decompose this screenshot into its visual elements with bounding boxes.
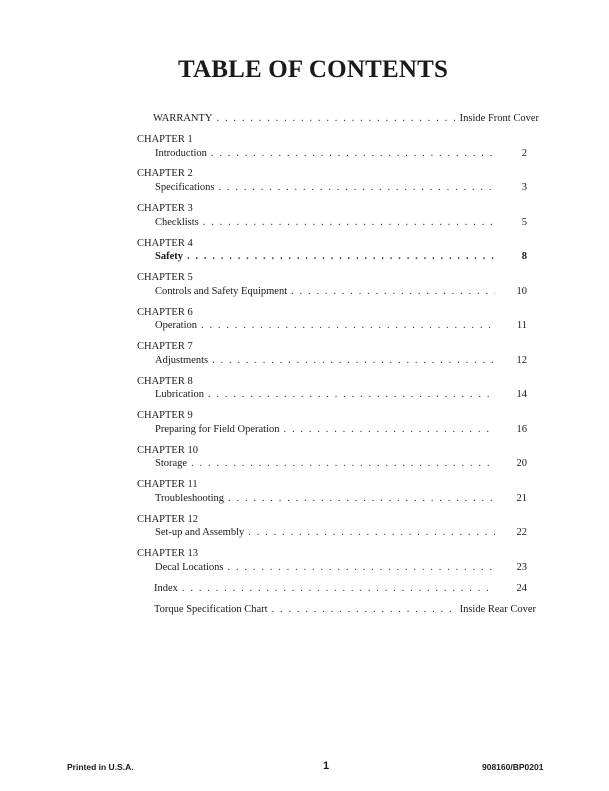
- toc-entry-page: 2: [521, 148, 527, 159]
- leader-dots: [228, 492, 495, 505]
- leader-dots: [187, 250, 495, 263]
- toc-entry-label: Safety: [155, 251, 183, 262]
- toc-entry-label: Adjustments: [155, 355, 209, 366]
- leader-dots: [248, 526, 495, 539]
- leader-dots: [272, 603, 456, 616]
- toc-entry-warranty[interactable]: [153, 112, 539, 125]
- toc-entry-safety[interactable]: [155, 250, 527, 263]
- chapter-heading: CHAPTER 5: [137, 272, 193, 283]
- leader-dots: [201, 319, 495, 332]
- chapter-heading: CHAPTER 13: [137, 548, 198, 559]
- leader-dots: [228, 561, 495, 574]
- toc-entry-page: 23: [516, 562, 527, 573]
- toc-entry-label: Set-up and Assembly: [155, 527, 245, 538]
- toc-entry-label: Troubleshooting: [155, 493, 225, 504]
- chapter-heading: CHAPTER 9: [137, 410, 193, 421]
- toc-entry-page: 3: [521, 182, 527, 193]
- toc-entry-label: Checklists: [155, 217, 199, 228]
- toc-entry-label: Decal Locations: [155, 562, 224, 573]
- toc-entry-adjustments[interactable]: [155, 354, 527, 367]
- chapter-heading: CHAPTER 7: [137, 341, 193, 352]
- page-title: TABLE OF CONTENTS: [177, 56, 449, 83]
- leader-dots: [182, 582, 495, 595]
- leader-dots: [217, 112, 456, 125]
- leader-dots: [191, 457, 495, 470]
- toc-entry-label: Operation: [155, 320, 197, 331]
- toc-entry-introduction[interactable]: [155, 147, 527, 160]
- chapter-heading: CHAPTER 11: [137, 479, 198, 490]
- toc-entry-label: WARRANTY: [153, 113, 213, 124]
- toc-entry-lubrication[interactable]: [155, 388, 527, 401]
- leader-dots: [291, 285, 495, 298]
- toc-entry-page: 22: [516, 527, 527, 538]
- toc-entry-label: Lubrication: [155, 389, 204, 400]
- toc-entry-checklists[interactable]: [155, 216, 527, 229]
- toc-entry-torque-chart[interactable]: [154, 603, 536, 616]
- leader-dots: [212, 354, 495, 367]
- chapter-heading: CHAPTER 3: [137, 203, 193, 214]
- toc-entry-preparing-field-operation[interactable]: [155, 423, 527, 436]
- leader-dots: [211, 147, 495, 160]
- toc-entry-index[interactable]: [154, 582, 527, 595]
- toc-entry-storage[interactable]: [155, 457, 527, 470]
- toc-entry-page: 16: [516, 424, 527, 435]
- footer-part-number: 908160/BP0201: [482, 762, 544, 772]
- chapter-heading: CHAPTER 6: [137, 307, 193, 318]
- toc-entry-operation[interactable]: [155, 319, 527, 332]
- leader-dots: [218, 181, 495, 194]
- toc-entry-label: Controls and Safety Equipment: [155, 286, 288, 297]
- leader-dots: [203, 216, 495, 229]
- toc-entry-label: Torque Specification Chart: [154, 604, 268, 615]
- toc-entry-label: Storage: [155, 458, 188, 469]
- footer-page-number: 1: [323, 760, 330, 772]
- chapter-heading: CHAPTER 10: [137, 445, 198, 456]
- toc-entry-label: Preparing for Field Operation: [155, 424, 280, 435]
- chapter-heading: CHAPTER 1: [137, 134, 193, 145]
- toc-entry-decal-locations[interactable]: [155, 561, 527, 574]
- toc-entry-page: 21: [516, 493, 527, 504]
- toc-entry-troubleshooting[interactable]: [155, 492, 527, 505]
- toc-entry-page: 14: [516, 389, 527, 400]
- toc-entry-label: Specifications: [155, 182, 215, 193]
- chapter-heading: CHAPTER 4: [137, 238, 193, 249]
- footer-printed-in: Printed in U.S.A.: [67, 762, 134, 772]
- toc-entry-label: Introduction: [155, 148, 207, 159]
- toc-entry-page: 11: [516, 320, 527, 331]
- toc-entry-page: 20: [516, 458, 527, 469]
- leader-dots: [284, 423, 495, 436]
- toc-entry-page: Inside Front Cover: [459, 113, 539, 124]
- toc-entry-page: Inside Rear Cover: [459, 604, 536, 615]
- toc-entry-label: Index: [154, 583, 178, 594]
- chapter-heading: CHAPTER 8: [137, 376, 193, 387]
- toc-entry-specifications[interactable]: [155, 181, 527, 194]
- toc-entry-page: 12: [516, 355, 527, 366]
- toc-entry-page: 10: [516, 286, 527, 297]
- chapter-heading: CHAPTER 2: [137, 168, 193, 179]
- leader-dots: [208, 388, 495, 401]
- toc-entry-page: 8: [521, 251, 527, 262]
- toc-entry-controls-safety-equipment[interactable]: [155, 285, 527, 298]
- chapter-heading: CHAPTER 12: [137, 514, 198, 525]
- toc-entry-page: 24: [516, 583, 527, 594]
- toc-entry-setup-assembly[interactable]: [155, 526, 527, 539]
- toc-entry-page: 5: [521, 217, 527, 228]
